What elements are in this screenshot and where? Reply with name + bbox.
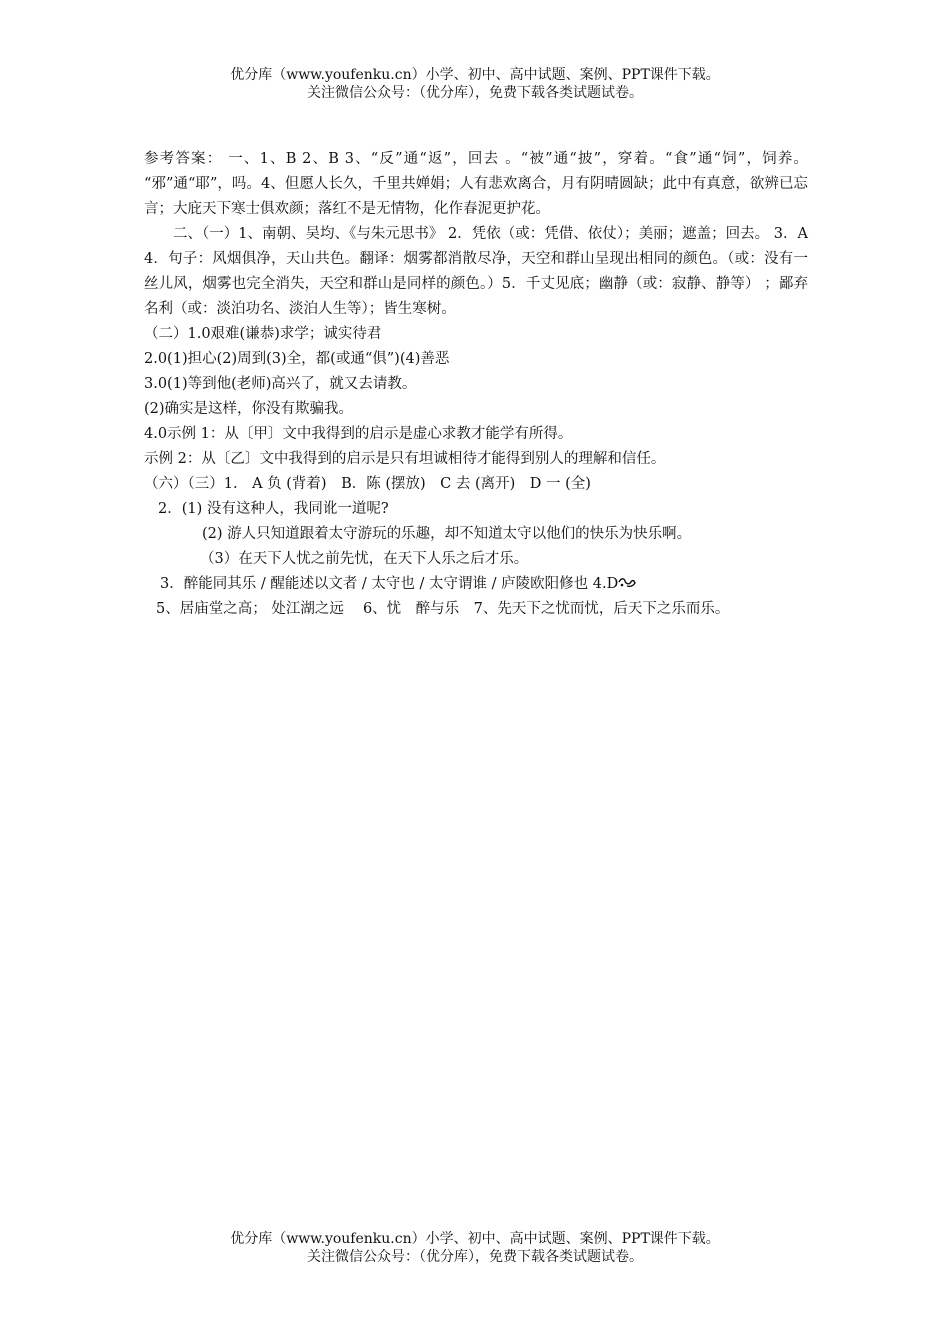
answer-line-11: (2) 游人只知道跟着太守游玩的乐趣，却不知道太守以他们的快乐为快乐啊。: [202, 526, 692, 542]
answer-line-9: （六）（三）1. A 负 (背着) B．陈 (摆放) C 去 (离开) D 一 (全): [144, 476, 591, 492]
answer-line-7: 4.0示例 1：从〔甲〕文中我得到的启示是虚心求教才能学有所得。: [144, 426, 573, 442]
header-line-1: 优分库（www.youfenku.cn）小学、初中、高中试题、案例、PPT课件下载。: [230, 67, 720, 83]
answer-line-8: 示例 2：从〔乙〕文中我得到的启示是只有坦诚相待才能得到别人的理解和信任。: [144, 451, 666, 467]
answer-key: [144, 147, 808, 622]
answer-line-3: （二）1.0艰难(谦恭)求学；诚实待君: [144, 326, 382, 342]
footer-line-1: 优分库（www.youfenku.cn）小学、初中、高中试题、案例、PPT课件下载。: [230, 1231, 720, 1247]
answer-line-12: （3）在天下人忧之前先忧，在天下人乐之后才乐。: [200, 551, 529, 567]
answer-line-10: 2．(1) 没有这种人，我同讹一道呢?: [158, 501, 389, 517]
footer-line-2: 关注微信公众号：（优分库），免费下载各类试题试卷。: [307, 1249, 643, 1265]
answer-line-13: 3．醉能同其乐 / 醒能述以文者 / 太守也 / 太守谓谁 / 庐陵欧阳修也 4.D: [160, 576, 619, 592]
answer-line-4: 2.0(1)担心(2)周到(3)全，都(或通“俱”)(4)善恶: [144, 351, 450, 367]
page-footer: [0, 1230, 950, 1266]
page-header: [0, 66, 950, 102]
scribble-glyph-icon: [618, 573, 636, 585]
answer-part-1: 参考答案： 一、1、B 2、B 3、“反”通“返”，回去 。“被”通“披”，穿着。“食”通“饲”，饲养。 “邪”通“耶”，吗。4、但愿人长久，千里共婵娟；人有悲欢离合，月有阴晴圆缺；此中有真意，欲辨已忘言；大庇天下寒士俱欢颜；落红不是无情物，化作春泥更护花。: [144, 151, 808, 217]
answer-line-5: 3.0(1)等到他(老师)高兴了，就又去请教。: [144, 376, 417, 392]
header-line-2: 关注微信公众号：（优分库），免费下载各类试题试卷。: [307, 85, 643, 101]
answer-part-2: 二、（一）1、南朝、吴均、《与朱元思书》 2．凭依（或：凭借、依仗）；美丽；遮盖；回去。 3．A 4．句子：风烟俱净，天山共色。翻译：烟雾都消散尽净，天空和群山呈现出相同的颜色。（或：没有一丝儿风，烟雾也完全消失，天空和群山是同样的颜色。）5．千丈见底；幽静（或：寂静、静等） ；鄙弃名利（或：淡泊功名、淡泊人生等）；皆生寒树。: [144, 226, 808, 317]
answer-line-6: (2)确实是这样，你没有欺骗我。: [144, 401, 354, 417]
answer-line-14: 5、居庙堂之高； 处江湖之远 6、忧 醉与乐 7、先天下之忧而忧，后天下之乐而乐。: [156, 601, 730, 617]
answer-line-13-wrap: [144, 572, 808, 597]
